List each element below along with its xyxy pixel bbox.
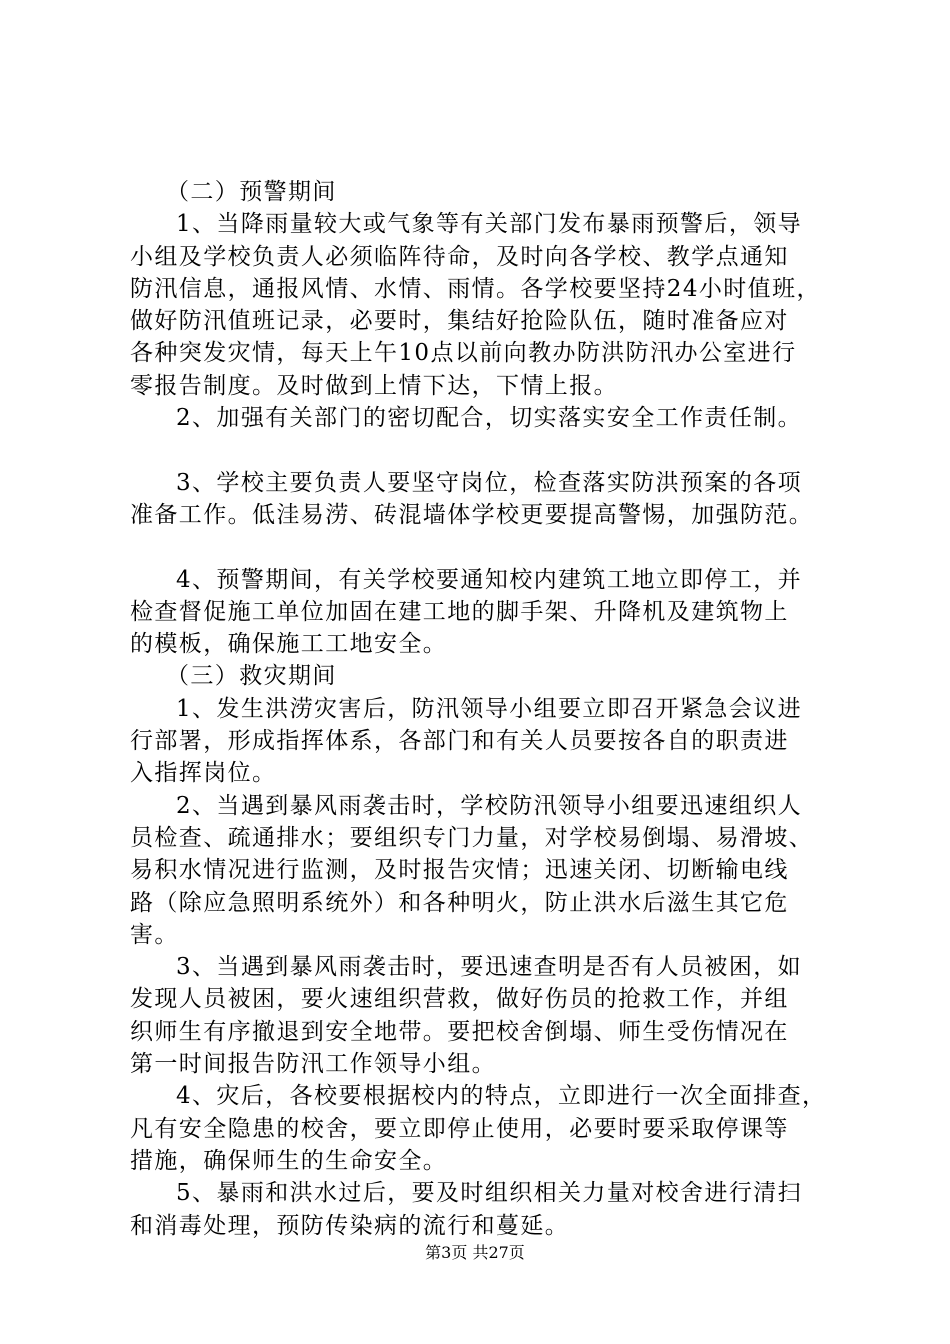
paragraph-line: 织师生有序撤退到安全地带。要把校舍倒塌、师生受伤情况在 xyxy=(130,1018,789,1045)
paragraph-gap xyxy=(130,434,830,466)
paragraph-line: 3、学校主要负责人要坚守岗位，检查落实防洪预案的各项 xyxy=(176,469,803,496)
paragraph-line: 1、当降雨量较大或气象等有关部门发布暴雨预警后，领导 xyxy=(176,211,803,238)
section-heading-relief: （三）救灾期间 xyxy=(166,663,337,690)
paragraph-line: 各种突发灾情，每天上午10点以前向教办防洪防汛办公室进行 xyxy=(130,340,797,367)
paragraph-line: 零报告制度。及时做到上情下达，下情上报。 xyxy=(130,372,618,399)
paragraph-line: 害。 xyxy=(130,921,179,948)
paragraph-line: 4、预警期间，有关学校要通知校内建筑工地立即停工，并 xyxy=(176,566,803,593)
document-body xyxy=(130,176,830,1242)
paragraph-line: 第一时间报告防汛工作领导小组。 xyxy=(130,1051,496,1078)
paragraph-line: 路（除应急照明系统外）和各种明火，防止洪水后滋生其它危 xyxy=(130,889,789,916)
paragraph-line: 做好防汛值班记录，必要时，集结好抢险队伍，随时准备应对 xyxy=(130,308,789,335)
paragraph-line: 行部署，形成指挥体系，各部门和有关人员要按各自的职责进 xyxy=(130,728,789,755)
paragraph-line: 3、当遇到暴风雨袭击时，要迅速查明是否有人员被困，如 xyxy=(176,954,803,981)
paragraph-line: 凡有安全隐患的校舍，要立即停止使用，必要时要采取停课等 xyxy=(130,1115,789,1142)
paragraph-line: 2、当遇到暴风雨袭击时，学校防汛领导小组要迅速组织人 xyxy=(176,792,803,819)
paragraph-line: 5、暴雨和洪水过后，要及时组织相关力量对校舍进行清扫 xyxy=(176,1180,803,1207)
paragraph-line: 员检查、疏通排水；要组织专门力量，对学校易倒塌、易滑坡、 xyxy=(130,824,814,851)
paragraph-line: 入指挥岗位。 xyxy=(130,760,277,787)
paragraph-line: 和消毒处理，预防传染病的流行和蔓延。 xyxy=(130,1212,570,1239)
paragraph-line: 防汛信息，通报风情、水情、雨情。各学校要坚持24小时值班， xyxy=(130,275,821,302)
paragraph-line: 检查督促施工单位加固在建工地的脚手架、升降机及建筑物上 xyxy=(130,598,789,625)
paragraph-line: 措施，确保师生的生命安全。 xyxy=(130,1147,448,1174)
section-heading-warning: （二）预警期间 xyxy=(166,179,337,205)
paragraph-line: 2、加强有关部门的密切配合，切实落实安全工作责任制。 xyxy=(176,405,803,432)
paragraph-line: 准备工作。低洼易涝、砖混墙体学校更要提高警惕，加强防范。 xyxy=(130,501,814,528)
paragraph-line: 发现人员被困，要火速组织营救，做好伤员的抢救工作，并组 xyxy=(130,986,789,1013)
paragraph-line: 的模板，确保施工工地安全。 xyxy=(130,631,448,658)
paragraph-gap xyxy=(130,531,830,563)
paragraph-line: 4、灾后，各校要根据校内的特点，立即进行一次全面排查， xyxy=(176,1083,827,1110)
paragraph-line: 易积水情况进行监测，及时报告灾情；迅速关闭、切断输电线 xyxy=(130,857,789,884)
paragraph-line: 1、发生洪涝灾害后，防汛领导小组要立即召开紧急会议进 xyxy=(176,695,803,722)
paragraph-line: 小组及学校负责人必须临阵待命，及时向各学校、教学点通知 xyxy=(130,243,789,270)
page-number-footer: 第3页 共27页 xyxy=(425,1243,525,1262)
